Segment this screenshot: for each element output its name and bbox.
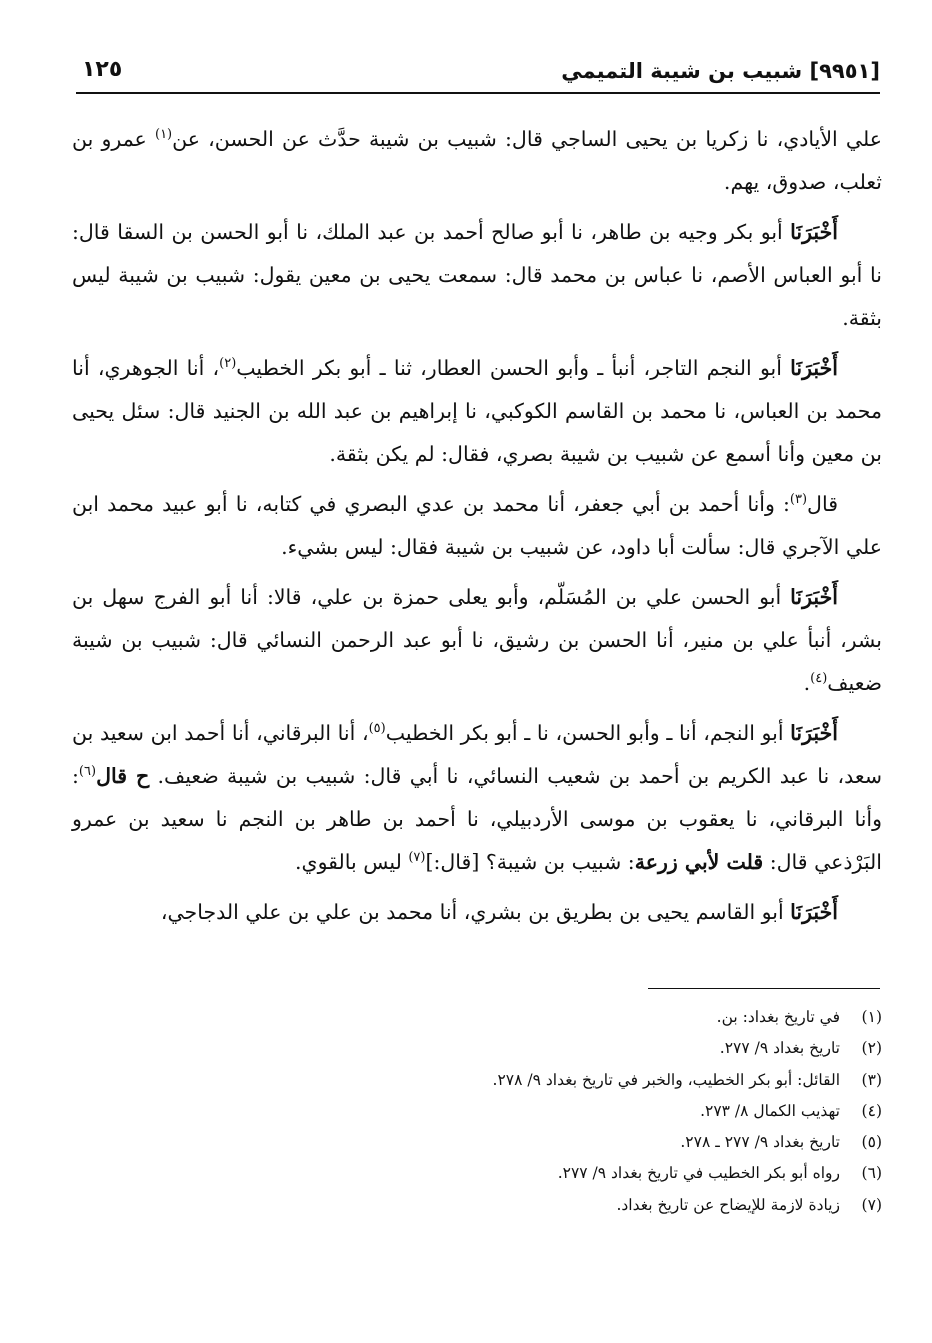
lead-word: أَخْبَرَنَا xyxy=(790,721,838,745)
footnote-number: (٦) xyxy=(861,1164,882,1183)
paragraph-5 xyxy=(72,576,882,705)
text-run: قال xyxy=(807,492,838,516)
footnote xyxy=(200,1127,882,1158)
footnote-ref: (٥) xyxy=(368,721,386,737)
footnote-text: في تاريخ بغداد: بن. xyxy=(716,1008,840,1026)
footnote xyxy=(200,1190,882,1221)
paragraph-1 xyxy=(72,118,882,204)
text-run: . xyxy=(803,671,811,695)
footnote-text: زيادة لازمة للإيضاح عن تاريخ بغداد. xyxy=(616,1195,840,1214)
ha-marker: ح قال xyxy=(96,764,150,788)
text-run: علي الأيادي، نا زكريا بن يحيى الساجي قال: شبيب بن شيبة حدَّث عن الحسن، عن xyxy=(172,127,883,151)
header-rule xyxy=(76,92,880,94)
footnote xyxy=(200,1158,882,1189)
page-header xyxy=(76,55,880,95)
footnote-text: تهذيب الكمال ٨/ ٢٧٣. xyxy=(700,1101,840,1120)
footnote-number: (٣) xyxy=(861,1070,882,1089)
text-run: : وأنا أحمد بن أبي جعفر، أنا محمد بن عدي البصري في كتابه، نا أبو عبيد محمد ابن علي الآجري قال: سألت أبا داود، عن شبيب بن شيبة فقال: ليس بشيء. xyxy=(72,492,882,559)
text-run: ليس بالقوي. xyxy=(295,850,409,874)
footnote-number: (١) xyxy=(861,1008,882,1026)
paragraph-7 xyxy=(72,891,882,934)
footnote-ref: (٧) xyxy=(408,850,426,866)
footnote xyxy=(200,1096,882,1127)
footnote-number: (٢) xyxy=(861,1039,882,1058)
text-run: : وأنا البرقاني، نا يعقوب بن موسى الأردبيلي، نا أحمد بن طاهر بن النجم نا سعيد بن عمرو البَرْذعي قال: xyxy=(72,764,882,874)
footnote xyxy=(200,1002,882,1033)
paragraph-3 xyxy=(72,347,882,476)
footnote-text: رواه أبو بكر الخطيب في تاريخ بغداد ٩/ ٢٧٧. xyxy=(557,1164,840,1183)
text-run: أبو الحسن علي بن المُسَلّم، وأبو يعلى حمزة بن علي، قالا: أنا أبو الفرج سهل بن بشر، أنبأ علي بن منير، أنا الحسن بن رشيق، نا أبو عبد الرحمن النسائي قال: شبيب بن شيبة ضعيف xyxy=(72,585,882,695)
paragraph-6 xyxy=(72,712,882,884)
footnote-ref: (٤) xyxy=(810,671,828,687)
text-run: : شبيب بن شيبة؟ [قال:] xyxy=(425,850,635,874)
running-title: [٩٩٥١] شبيب بن شيبة التميمي xyxy=(561,59,880,83)
lead-word: أَخْبَرَنَا xyxy=(790,220,838,244)
footnote xyxy=(200,1065,882,1096)
footnote-text: القائل: أبو بكر الخطيب، والخبر في تاريخ بغداد ٩/ ٢٧٨. xyxy=(492,1070,840,1089)
footnotes xyxy=(200,1002,882,1221)
footnote-text: تاريخ بغداد ٩/ ٢٧٧ ـ ٢٧٨. xyxy=(680,1133,840,1152)
lead-word: أَخْبَرَنَا xyxy=(790,356,838,380)
footnote-ref: (١) xyxy=(154,127,173,143)
text-run: أبو النجم التاجر، أنبأ ـ وأبو الحسن العطار، ثنا ـ أبو بكر الخطيب xyxy=(236,356,791,380)
text-run: أبو القاسم يحيى بن بطريق بن بشري، أنا محمد بن علي بن علي الدجاجي، xyxy=(160,900,791,924)
page-number: ١٢٥ xyxy=(82,57,123,82)
footnote-number: (٤) xyxy=(861,1101,882,1120)
footnote-text: تاريخ بغداد ٩/ ٢٧٧. xyxy=(719,1039,840,1058)
text-run: أبو النجم، أنا ـ وأبو الحسن، نا ـ أبو بكر الخطيب xyxy=(385,721,791,745)
lead-word: أَخْبَرَنَا xyxy=(790,585,838,609)
text-run: ، أنا البرقاني، أنا أحمد ابن سعيد بن سعد، نا عبد الكريم بن أحمد بن شعيب النسائي، نا أبي قال: شبيب بن شيبة ضعيف. xyxy=(72,721,882,788)
text-run: ، أنا الجوهري، أنا محمد بن العباس، نا محمد بن القاسم الكوكبي، نا إبراهيم بن عبد الله بن الجنيد قال: سئل يحيى بن معين وأنا أسمع عن شبيب بن شيبة بصري، فقال: لم يكن بثقة. xyxy=(72,356,882,466)
paragraph-4 xyxy=(72,483,882,569)
text-run: أبو بكر وجيه بن طاهر، نا أبو صالح أحمد بن عبد الملك، نا أبو الحسن بن السقا قال: نا أبو العباس الأصم، نا عباس بن محمد قال: سمعت يحيى بن معين يقول: شبيب بن شيبة ليس بثقة. xyxy=(72,220,882,330)
main-text xyxy=(72,118,882,941)
footnote xyxy=(200,1033,882,1064)
lead-word: أَخْبَرَنَا xyxy=(790,900,838,924)
footnote-ref: (٦) xyxy=(78,764,97,780)
paragraph-2 xyxy=(72,211,882,340)
footnote-rule xyxy=(648,988,880,989)
text-run: عمرو بن ثعلب، صدوق، يهم. xyxy=(72,127,882,194)
emphasis-phrase: قلت لأبي زرعة xyxy=(634,850,764,874)
footnote-number: (٧) xyxy=(861,1195,882,1214)
footnote-ref: (٢) xyxy=(219,356,237,372)
footnote-number: (٥) xyxy=(861,1133,882,1152)
footnote-ref: (٣) xyxy=(789,492,808,508)
